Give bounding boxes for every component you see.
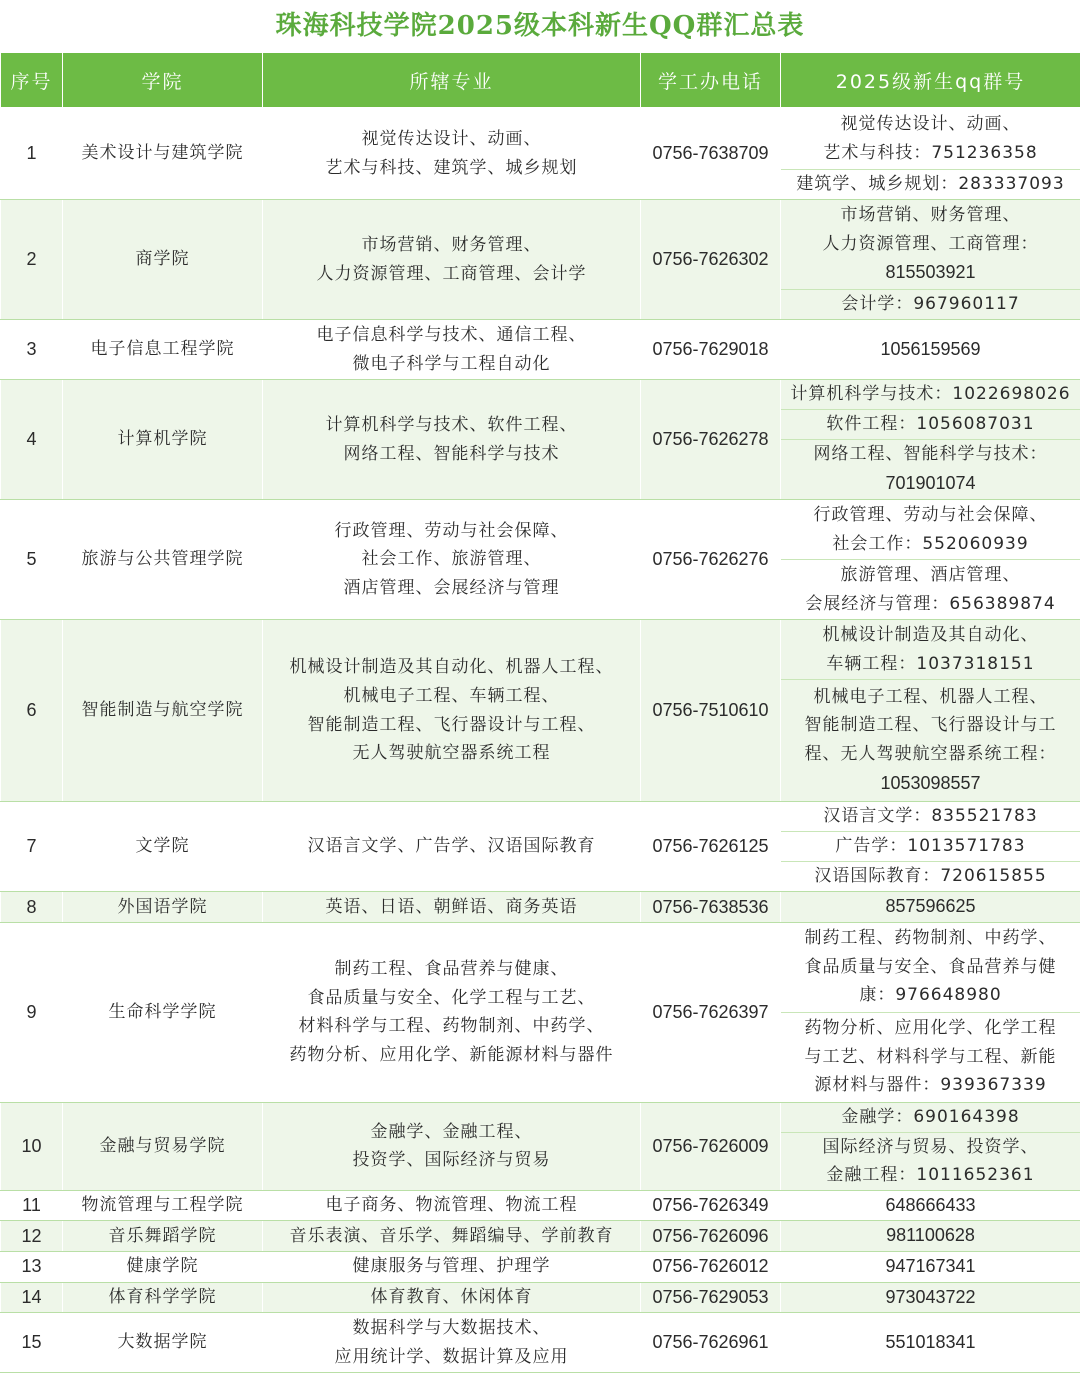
qq-group-cell: 国际经济与贸易、投资学、 金融工程：1011652361 xyxy=(781,1132,1080,1190)
row-number: 3 xyxy=(1,320,63,380)
qq-group-cell: 会计学：967960117 xyxy=(781,290,1080,320)
header-row xyxy=(1,53,1080,108)
qq-group-cell: 建筑学、城乡规划：283337093 xyxy=(781,170,1080,200)
majors-cell: 电子商务、物流管理、物流工程 xyxy=(263,1190,641,1221)
qq-group-cell: 旅游管理、酒店管理、 会展经济与管理：656389874 xyxy=(781,560,1080,620)
qq-group-cell: 973043722 xyxy=(781,1282,1080,1313)
row-number: 13 xyxy=(1,1251,63,1282)
qq-group-cell: 行政管理、劳动与社会保障、 社会工作：552060939 xyxy=(781,500,1080,560)
qq-group-cell: 648666433 xyxy=(781,1190,1080,1221)
office-phone: 0756-7626012 xyxy=(641,1251,781,1282)
table-row xyxy=(1,1221,1080,1252)
row-number: 11 xyxy=(1,1190,63,1221)
office-phone: 0756-7626302 xyxy=(641,200,781,320)
table-row xyxy=(1,500,1080,560)
row-number: 8 xyxy=(1,892,63,923)
majors-cell: 体育教育、休闲体育 xyxy=(263,1282,641,1313)
college-name: 智能制造与航空学院 xyxy=(63,620,263,802)
row-number: 15 xyxy=(1,1313,63,1373)
majors-cell: 行政管理、劳动与社会保障、 社会工作、旅游管理、 酒店管理、会展经济与管理 xyxy=(263,500,641,620)
table-row xyxy=(1,620,1080,680)
table-row xyxy=(1,108,1080,170)
qq-group-cell: 软件工程：1056087031 xyxy=(781,410,1080,440)
office-phone: 0756-7638536 xyxy=(641,892,781,923)
majors-cell: 数据科学与大数据技术、 应用统计学、数据计算及应用 xyxy=(263,1313,641,1373)
office-phone: 0756-7626009 xyxy=(641,1102,781,1190)
office-phone: 0756-7626961 xyxy=(641,1313,781,1373)
table-row xyxy=(1,320,1080,380)
college-name: 商学院 xyxy=(63,200,263,320)
majors-cell: 汉语言文学、广告学、汉语国际教育 xyxy=(263,802,641,892)
majors-cell: 金融学、金融工程、 投资学、国际经济与贸易 xyxy=(263,1102,641,1190)
row-number: 9 xyxy=(1,922,63,1102)
table-row xyxy=(1,922,1080,1012)
office-phone: 0756-7626278 xyxy=(641,380,781,500)
office-phone: 0756-7626349 xyxy=(641,1190,781,1221)
majors-cell: 市场营销、财务管理、 人力资源管理、工商管理、会计学 xyxy=(263,200,641,320)
table-row xyxy=(1,802,1080,832)
header-college: 学院 xyxy=(63,53,263,108)
majors-cell: 英语、日语、朝鲜语、商务英语 xyxy=(263,892,641,923)
majors-cell: 制药工程、食品营养与健康、 食品质量与安全、化学工程与工艺、 材料科学与工程、药物制剂、中药学、 药物分析、应用化学、新能源材料与器件 xyxy=(263,922,641,1102)
row-number: 6 xyxy=(1,620,63,802)
college-name: 物流管理与工程学院 xyxy=(63,1190,263,1221)
table-row xyxy=(1,1251,1080,1282)
college-name: 美术设计与建筑学院 xyxy=(63,108,263,200)
row-number: 1 xyxy=(1,108,63,200)
row-number: 7 xyxy=(1,802,63,892)
qq-group-cell: 药物分析、应用化学、化学工程 与工艺、材料科学与工程、新能 源材料与器件：939367339 xyxy=(781,1012,1080,1102)
office-phone: 0756-7638709 xyxy=(641,108,781,200)
office-phone: 0756-7629018 xyxy=(641,320,781,380)
majors-cell: 健康服务与管理、护理学 xyxy=(263,1251,641,1282)
row-number: 12 xyxy=(1,1221,63,1252)
majors-cell: 计算机科学与技术、软件工程、 网络工程、智能科学与技术 xyxy=(263,380,641,500)
qq-group-cell: 广告学：1013571783 xyxy=(781,832,1080,862)
row-number: 5 xyxy=(1,500,63,620)
majors-cell: 机械设计制造及其自动化、机器人工程、 机械电子工程、车辆工程、 智能制造工程、飞行器设计与工程、 无人驾驶航空器系统工程 xyxy=(263,620,641,802)
page-title: 珠海科技学院2025级本科新生QQ群汇总表 xyxy=(275,11,805,41)
header-qq-group: 2025级新生qq群号 xyxy=(781,53,1080,108)
qq-group-cell: 市场营销、财务管理、 人力资源管理、工商管理： 815503921 xyxy=(781,200,1080,290)
college-name: 电子信息工程学院 xyxy=(63,320,263,380)
college-name: 旅游与公共管理学院 xyxy=(63,500,263,620)
office-phone: 0756-7626397 xyxy=(641,922,781,1102)
qq-group-cell: 网络工程、智能科学与技术： 701901074 xyxy=(781,440,1080,500)
qq-group-cell: 汉语言文学：835521783 xyxy=(781,802,1080,832)
majors-cell: 电子信息科学与技术、通信工程、 微电子科学与工程自动化 xyxy=(263,320,641,380)
college-name: 体育科学学院 xyxy=(63,1282,263,1313)
qq-group-cell: 汉语国际教育：720615855 xyxy=(781,862,1080,892)
row-number: 2 xyxy=(1,200,63,320)
college-name: 大数据学院 xyxy=(63,1313,263,1373)
table-row xyxy=(1,1313,1080,1373)
office-phone: 0756-7626096 xyxy=(641,1221,781,1252)
office-phone: 0756-7629053 xyxy=(641,1282,781,1313)
header-phone: 学工办电话 xyxy=(641,53,781,108)
qq-group-cell: 机械电子工程、机器人工程、 智能制造工程、飞行器设计与工 程、无人驾驶航空器系统工程： 1053098557 xyxy=(781,680,1080,802)
table-row xyxy=(1,1190,1080,1221)
row-number: 4 xyxy=(1,380,63,500)
office-phone: 0756-7626125 xyxy=(641,802,781,892)
header-majors: 所辖专业 xyxy=(263,53,641,108)
qq-group-cell: 计算机科学与技术：1022698026 xyxy=(781,380,1080,410)
table-body xyxy=(1,108,1080,1373)
college-name: 金融与贸易学院 xyxy=(63,1102,263,1190)
college-name: 外国语学院 xyxy=(63,892,263,923)
qq-group-cell: 947167341 xyxy=(781,1251,1080,1282)
college-name: 健康学院 xyxy=(63,1251,263,1282)
college-name: 生命科学学院 xyxy=(63,922,263,1102)
table-row xyxy=(1,200,1080,290)
table-row xyxy=(1,892,1080,923)
qq-group-cell: 制药工程、药物制剂、中药学、 食品质量与安全、食品营养与健 康：976648980 xyxy=(781,922,1080,1012)
table-row xyxy=(1,380,1080,410)
college-name: 计算机学院 xyxy=(63,380,263,500)
table-row xyxy=(1,1282,1080,1313)
majors-cell: 音乐表演、音乐学、舞蹈编导、学前教育 xyxy=(263,1221,641,1252)
qq-group-cell: 机械设计制造及其自动化、 车辆工程：1037318151 xyxy=(781,620,1080,680)
qq-group-cell: 857596625 xyxy=(781,892,1080,923)
qq-group-cell: 金融学：690164398 xyxy=(781,1102,1080,1132)
qq-group-cell: 1056159569 xyxy=(781,320,1080,380)
row-number: 14 xyxy=(1,1282,63,1313)
qq-group-cell: 视觉传达设计、动画、 艺术与科技：751236358 xyxy=(781,108,1080,170)
qq-group-table xyxy=(0,52,1080,1373)
row-number: 10 xyxy=(1,1102,63,1190)
college-name: 音乐舞蹈学院 xyxy=(63,1221,263,1252)
header-no: 序号 xyxy=(1,53,63,108)
college-name: 文学院 xyxy=(63,802,263,892)
office-phone: 0756-7626276 xyxy=(641,500,781,620)
qq-group-cell: 551018341 xyxy=(781,1313,1080,1373)
majors-cell: 视觉传达设计、动画、 艺术与科技、建筑学、城乡规划 xyxy=(263,108,641,200)
table-row xyxy=(1,1102,1080,1132)
office-phone: 0756-7510610 xyxy=(641,620,781,802)
qq-group-cell: 981100628 xyxy=(781,1221,1080,1252)
